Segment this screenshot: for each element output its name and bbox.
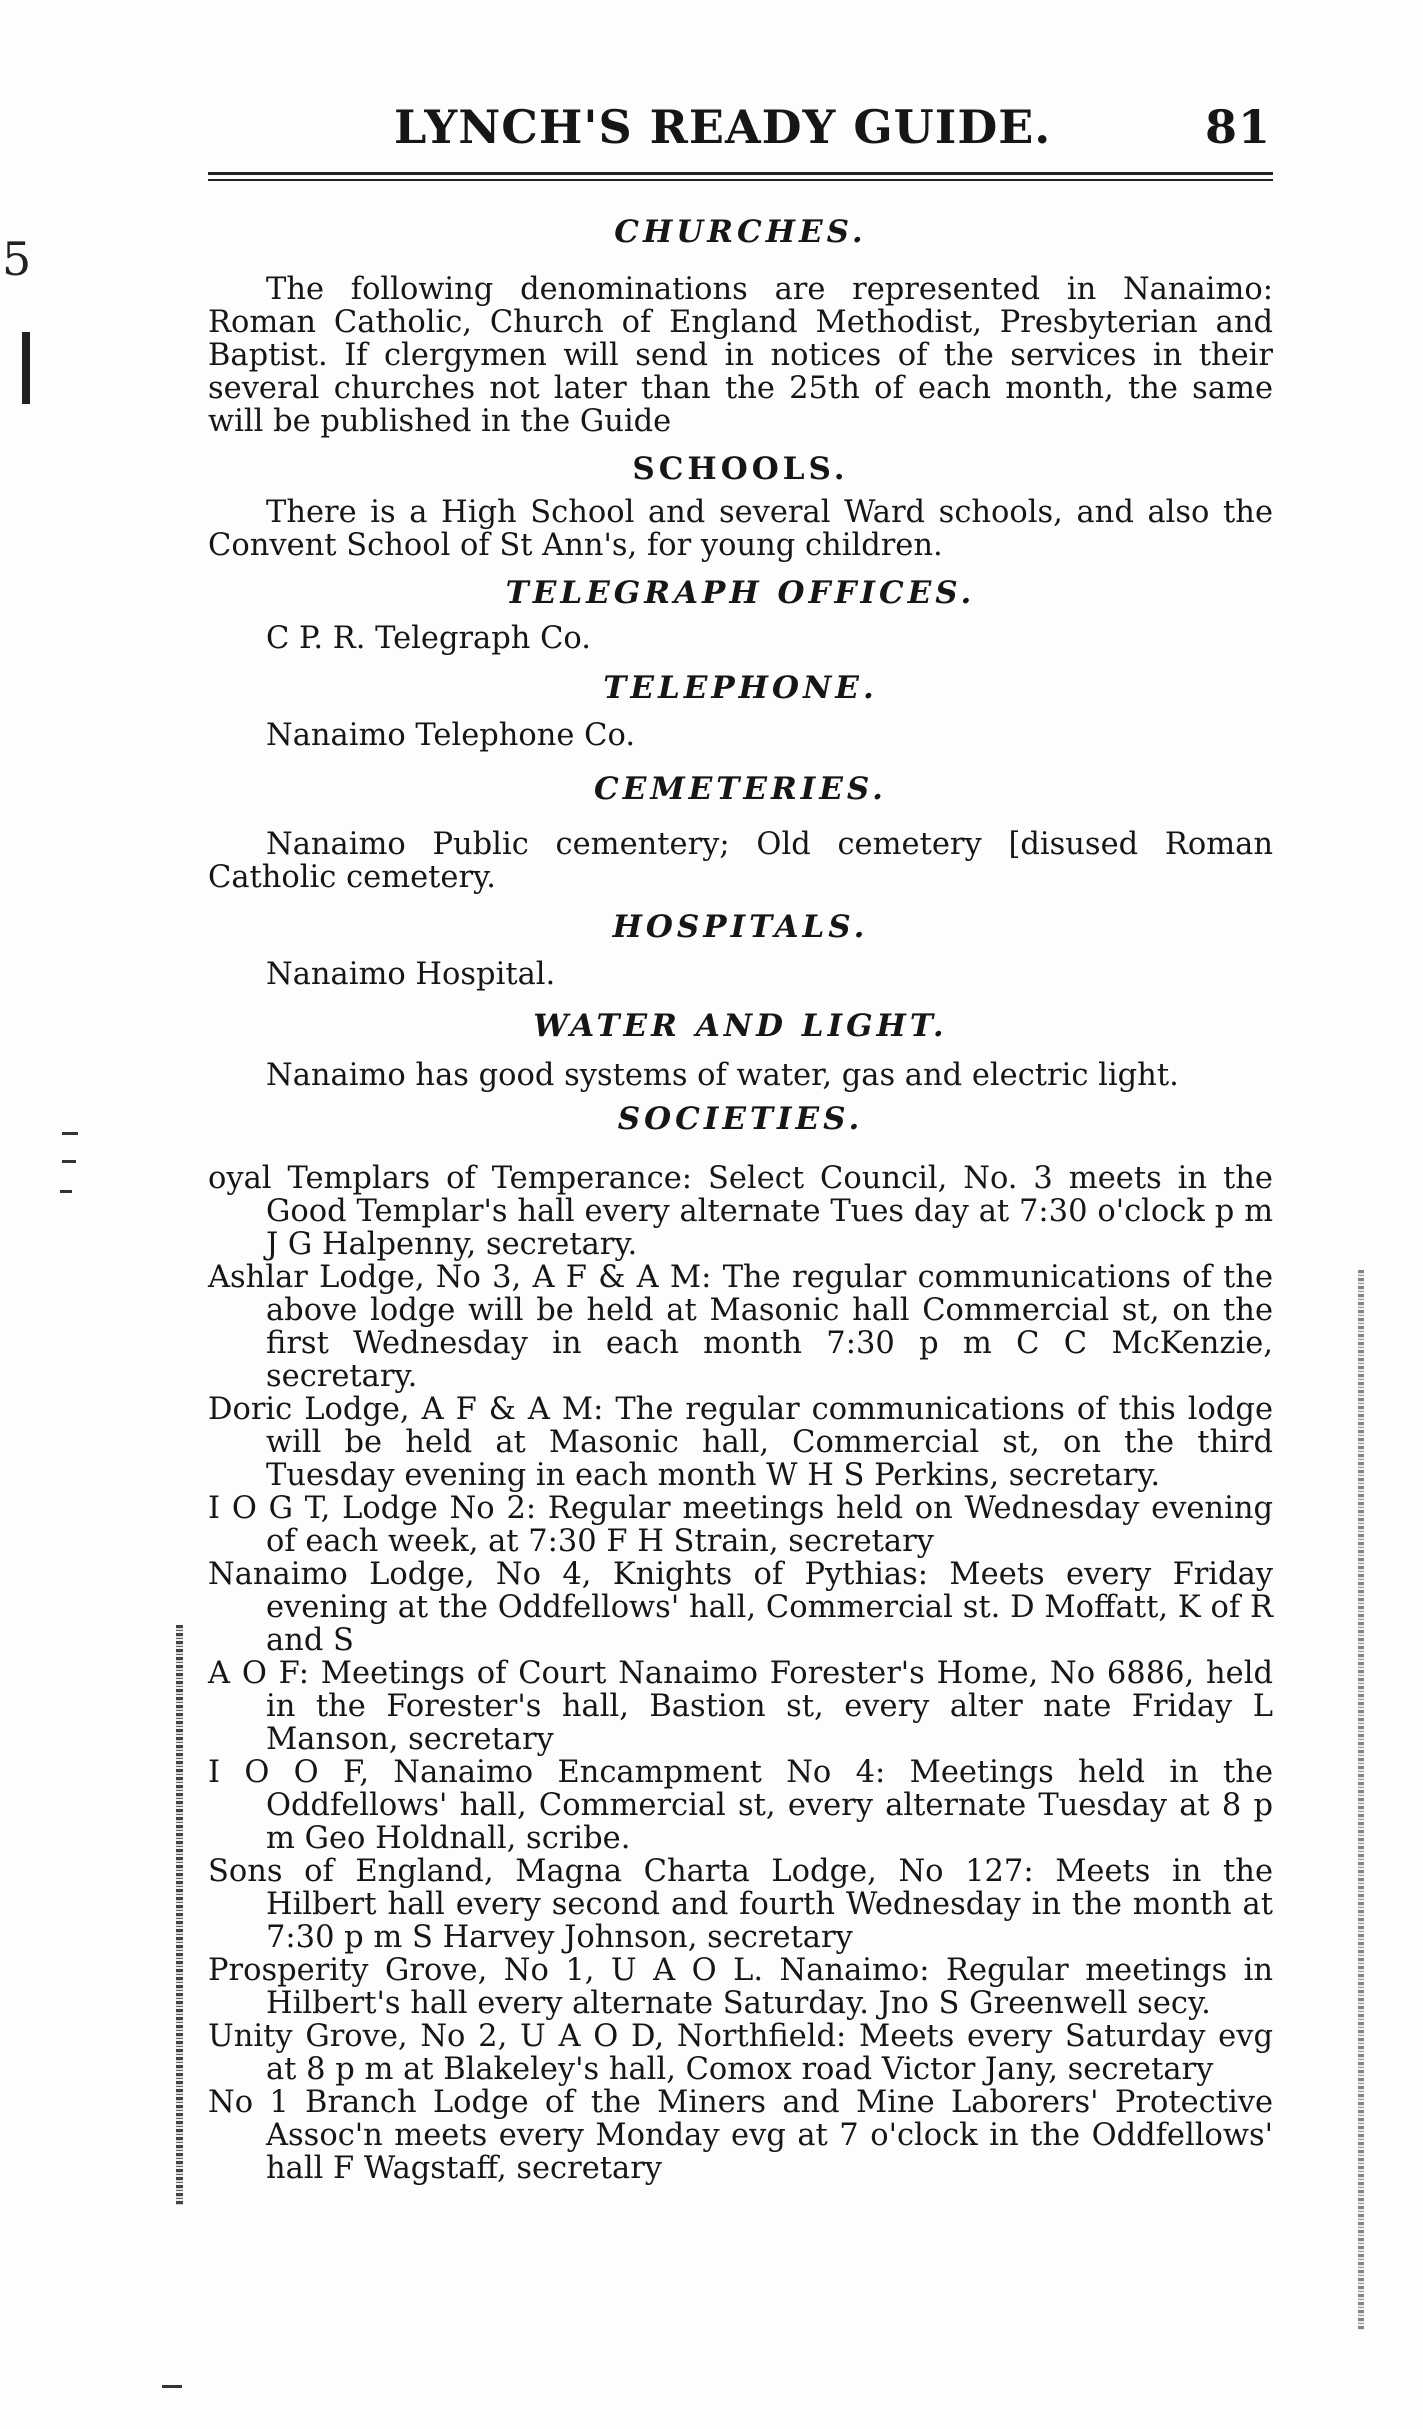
society-entry: Nanaimo Lodge, No 4, Knights of Pythias: Meets every Friday evening at the Oddfellows' hall, Commercial st. D Moffatt, K of R and S [208, 1557, 1273, 1658]
section-heading: TELEGRAPH OFFICES. [505, 575, 976, 611]
book-page [208, 100, 1273, 2185]
section-paragraph: C P. R. Telegraph Co. [266, 621, 591, 656]
society-entry: I O O F, Nanaimo Encampment No 4: Meetings held in the Oddfellows' hall, Commercial st, every alternate Tuesday at 8 p m Geo Holdnall, scribe. [208, 1755, 1273, 1856]
scan-edge-strip-right [1358, 1270, 1364, 2330]
society-entry: I O G T, Lodge No 2: Regular meetings held on Wednesday evening of each week, at 7:30 F H Strain, secretary [208, 1491, 1273, 1559]
margin-dash [62, 1132, 78, 1135]
section-paragraph: Nanaimo Telephone Co. [266, 718, 636, 753]
section-paragraph: Nanaimo Public cementery; Old cemetery [disused Roman Catholic cemetery. [208, 827, 1273, 895]
section-cemeteries [208, 768, 1273, 894]
running-header [208, 100, 1273, 166]
margin-mark: 5 [2, 232, 32, 286]
section-churches [208, 211, 1273, 438]
society-entry: Doric Lodge, A F & A M: The regular communications of this lodge will be held at Masonic hall, Commercial st, on the third Tuesday evening in each month W H S Perkins, secretary. [208, 1392, 1273, 1493]
header-rule [208, 172, 1273, 181]
society-entry: Prosperity Grove, No 1, U A O L. Nanaimo: Regular meetings in Hilbert's hall every alternate Saturday. Jno S Greenwell secy. [208, 1953, 1273, 2021]
section-heading: WATER AND LIGHT. [533, 1008, 948, 1044]
section-schools [208, 448, 1273, 562]
section-heading: CEMETERIES. [594, 771, 887, 807]
margin-dash [60, 1190, 72, 1193]
society-entry: A O F: Meetings of Court Nanaimo Forester's Home, No 6886, held in the Forester's hall, Bastion st, every alter nate Friday L Manson, secretary [208, 1656, 1273, 1757]
scan-edge-strip-left [176, 1625, 183, 2205]
page-number: 81 [1204, 100, 1271, 154]
margin-dash [62, 1160, 76, 1163]
margin-bar-mark [22, 332, 30, 404]
section-heading: HOSPITALS. [612, 909, 869, 945]
page-title: LYNCH'S READY GUIDE. [394, 100, 1052, 154]
section-paragraph: There is a High School and several Ward schools, and also the Convent School of St Ann's, for young children. [208, 495, 1273, 563]
section-telegraph-offices [208, 572, 1273, 655]
society-entry: Ashlar Lodge, No 3, A F & A M: The regular communications of the above lodge will be held at Masonic hall Commercial st, on the first Wednesday in each month 7:30 p m C C McKenzie, secretary. [208, 1260, 1273, 1394]
section-heading: CHURCHES. [614, 214, 867, 250]
section-paragraph: Nanaimo Hospital. [266, 957, 556, 992]
society-list [208, 1162, 1273, 2185]
society-entry: Sons of England, Magna Charta Lodge, No 127: Meets in the Hilbert hall every second and fourth Wednesday in the month at 7:30 p m S Harvey Johnson, secretary [208, 1854, 1273, 1955]
section-water-and-light [208, 1005, 1273, 1092]
section-heading: TELEPHONE. [603, 670, 878, 706]
section-telephone [208, 667, 1273, 752]
society-entry: Unity Grove, No 2, U A O D, Northfield: Meets every Saturday evg at 8 p m at Blakeley's hall, Comox road Victor Jany, secretary [208, 2019, 1273, 2087]
section-paragraph: Nanaimo has good systems of water, gas and electric light. [266, 1058, 1179, 1093]
society-entry: oyal Templars of Temperance: Select Council, No. 3 meets in the Good Templar's hall every alternate Tues day at 7:30 o'clock p m J G Halpenny, secretary. [208, 1161, 1273, 1262]
section-societies [208, 1098, 1273, 2185]
section-heading: SCHOOLS. [632, 451, 849, 487]
society-entry: No 1 Branch Lodge of the Miners and Mine Laborers' Protective Assoc'n meets every Monday evg at 7 o'clock in the Oddfellows' hall F Wagstaff, secretary [208, 2085, 1273, 2186]
section-hospitals [208, 906, 1273, 991]
section-paragraph: The following denominations are represented in Nanaimo: Roman Catholic, Church of England Methodist, Presbyterian and Baptist. If clergymen will send in notices of the services in their several churches not later than the 25th of each month, the same will be published in the Guide [208, 272, 1273, 439]
margin-dash [162, 2385, 182, 2388]
section-heading: SOCIETIES. [617, 1101, 864, 1137]
